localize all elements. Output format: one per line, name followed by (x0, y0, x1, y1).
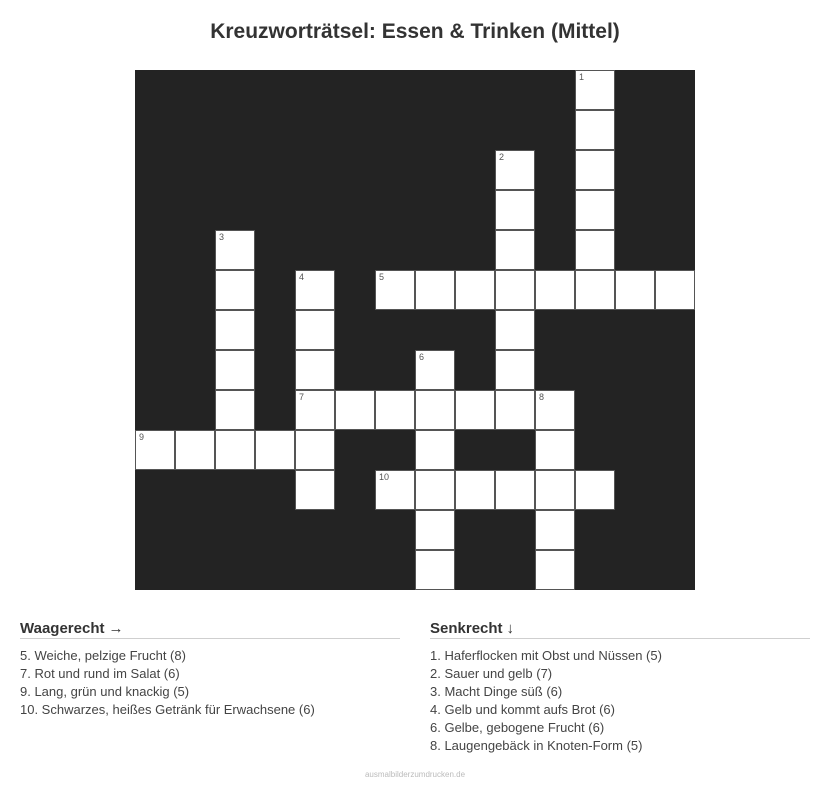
crossword-cell[interactable] (415, 510, 455, 550)
down-clue: 1. Haferflocken mit Obst und Nüssen (5) (430, 648, 662, 663)
crossword-cell[interactable] (575, 110, 615, 150)
down-heading (430, 620, 810, 639)
clue-number: 5 (379, 272, 385, 282)
across-clues-section (20, 620, 400, 719)
crossword-cell[interactable] (415, 470, 455, 510)
crossword-cell-4[interactable] (295, 270, 335, 310)
across-clue: 10. Schwarzes, heißes Getränk für Erwachsene (6) (20, 702, 315, 717)
crossword-cell[interactable] (295, 310, 335, 350)
clue-number: 4 (299, 272, 305, 282)
crossword-cell-3[interactable] (215, 230, 255, 270)
clue-number: 2 (499, 152, 505, 162)
crossword-cell[interactable] (175, 430, 215, 470)
arrow-down-icon: ↓ (506, 620, 515, 637)
crossword-cell[interactable] (455, 270, 495, 310)
crossword-cell[interactable] (575, 190, 615, 230)
crossword-cell-9[interactable] (135, 430, 175, 470)
across-clue: 7. Rot und rund im Salat (6) (20, 666, 180, 681)
crossword-cell[interactable] (455, 390, 495, 430)
clue-number: 9 (139, 432, 145, 442)
clue-number: 3 (219, 232, 225, 242)
crossword-cell[interactable] (215, 310, 255, 350)
crossword-cell[interactable] (415, 550, 455, 590)
crossword-cell[interactable] (335, 390, 375, 430)
across-heading-label: Waagerecht (20, 620, 105, 637)
crossword-cell[interactable] (495, 270, 535, 310)
crossword-cell[interactable] (215, 270, 255, 310)
clue-number: 8 (539, 392, 545, 402)
crossword-cell[interactable] (575, 270, 615, 310)
footer-watermark: ausmalbilderzumdrucken.de (364, 770, 466, 779)
down-clues-section (430, 620, 810, 755)
crossword-cell[interactable] (295, 430, 335, 470)
crossword-cell[interactable] (255, 430, 295, 470)
crossword-cell[interactable] (535, 270, 575, 310)
crossword-cell[interactable] (655, 270, 695, 310)
crossword-cell-1[interactable] (575, 70, 615, 110)
crossword-cell[interactable] (215, 350, 255, 390)
crossword-cell[interactable] (495, 390, 535, 430)
clue-number: 6 (419, 352, 425, 362)
crossword-cell[interactable] (535, 550, 575, 590)
across-clue: 5. Weiche, pelzige Frucht (8) (20, 648, 186, 663)
crossword-cell[interactable] (615, 270, 655, 310)
crossword-cell[interactable] (575, 150, 615, 190)
crossword-cell[interactable] (535, 510, 575, 550)
crossword-cell-8[interactable] (535, 390, 575, 430)
clue-number: 1 (579, 72, 585, 82)
down-heading-label: Senkrecht (430, 620, 503, 637)
crossword-grid (135, 70, 695, 590)
crossword-cell[interactable] (575, 470, 615, 510)
across-heading (20, 620, 400, 639)
crossword-cell[interactable] (575, 230, 615, 270)
clue-number: 10 (379, 472, 390, 482)
page-title: Kreuzworträtsel: Essen & Trinken (Mittel) (210, 20, 620, 43)
crossword-cell[interactable] (495, 190, 535, 230)
crossword-cell-6[interactable] (415, 350, 455, 390)
crossword-cell[interactable] (375, 390, 415, 430)
crossword-cell-10[interactable] (375, 470, 415, 510)
crossword-cell[interactable] (415, 390, 455, 430)
crossword-cell[interactable] (495, 470, 535, 510)
across-clue-list (20, 647, 400, 719)
crossword-cell[interactable] (415, 270, 455, 310)
crossword-cell[interactable] (295, 350, 335, 390)
crossword-cell[interactable] (495, 310, 535, 350)
down-clue: 6. Gelbe, gebogene Frucht (6) (430, 720, 605, 735)
crossword-cell[interactable] (495, 230, 535, 270)
down-clue: 4. Gelb und kommt aufs Brot (6) (430, 702, 615, 717)
down-clue: 3. Macht Dinge süß (6) (430, 684, 563, 699)
crossword-cell[interactable] (455, 470, 495, 510)
crossword-cell[interactable] (535, 470, 575, 510)
crossword-cell[interactable] (535, 430, 575, 470)
crossword-cell-5[interactable] (375, 270, 415, 310)
down-clue: 8. Laugengebäck in Knoten-Form (5) (430, 738, 643, 753)
crossword-cell[interactable] (215, 430, 255, 470)
crossword-cell[interactable] (295, 470, 335, 510)
crossword-cell-7[interactable] (295, 390, 335, 430)
crossword-cell[interactable] (215, 390, 255, 430)
arrow-right-icon: → (108, 620, 124, 637)
crossword-cell-2[interactable] (495, 150, 535, 190)
down-clue: 2. Sauer und gelb (7) (430, 666, 553, 681)
across-clue: 9. Lang, grün und knackig (5) (20, 684, 190, 699)
down-clue-list (430, 647, 810, 755)
crossword-cell[interactable] (495, 350, 535, 390)
clue-number: 7 (299, 392, 305, 402)
crossword-cell[interactable] (415, 430, 455, 470)
